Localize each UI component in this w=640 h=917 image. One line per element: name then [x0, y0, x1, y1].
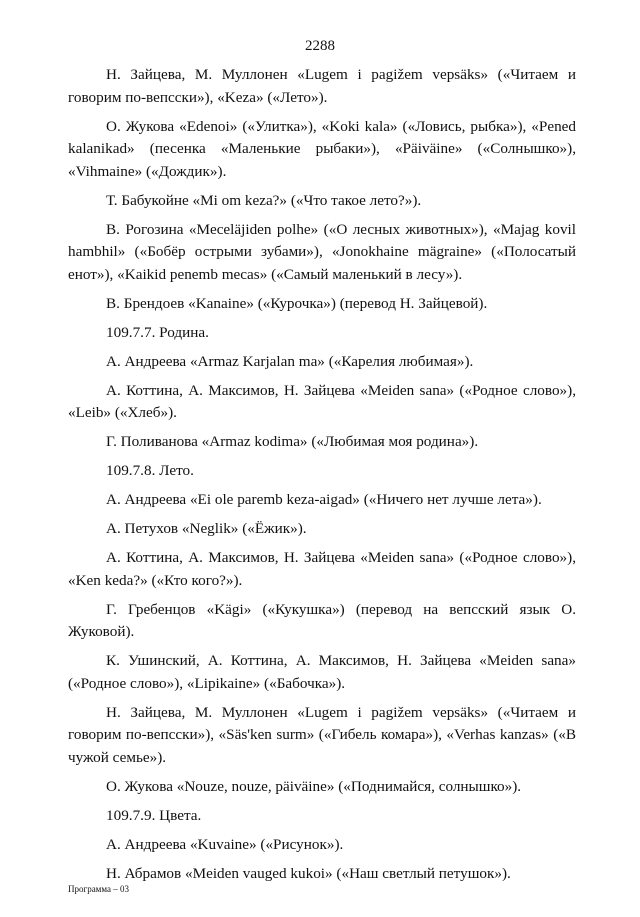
- section-heading: 109.7.9. Цвета.: [106, 806, 202, 824]
- page-number: 2288: [305, 38, 335, 54]
- paragraph: Г. Гребенцов «Kägi» («Кукушка») (перевод на вепсский язык О. Жуковой).: [68, 600, 576, 640]
- page-footer: Программа – 03: [68, 884, 130, 894]
- paragraph: В. Брендоев «Kanaine» («Курочка») (перевод Н. Зайцевой).: [106, 294, 488, 312]
- paragraph: О. Жукова «Nouze, nouze, päiväine» («Поднимайся, солнышко»).: [106, 777, 522, 795]
- paragraph: В. Рогозина «Meceläjiden polhe» («О лесных животных»), «Majag kovil hambhil» («Бобёр острыми зубами»), «Jonokhaine mägraine» («Полосатый енот»), «Kaikid penemb mecas» («Самый маленький в лесу»).: [68, 220, 576, 283]
- paragraph: А. Коттина, А. Максимов, Н. Зайцева «Meiden sana» («Родное слово»), «Leib» («Хлеб»).: [68, 381, 576, 421]
- paragraph: Н. Абрамов «Meiden vauged kukoi» («Наш светлый петушок»).: [106, 864, 511, 882]
- document-body: [68, 64, 576, 892]
- paragraph: Т. Бабукойне «Mi om keza?» («Что такое лето?»).: [106, 191, 422, 209]
- paragraph: К. Ушинский, А. Коттина, А. Максимов, Н. Зайцева «Meiden sana» («Родное слово»), «Lipikaine» («Бабочка»).: [68, 652, 576, 692]
- paragraph: Н. Зайцева, М. Муллонен «Lugem i pagižem vepsäks» («Читаем и говорим по-вепсски»), «Säs'ken surm» («Гибель комара»), «Verhas kanzas» («В чужой семье»).: [68, 703, 576, 766]
- paragraph: Г. Поливанова «Armaz kodima» («Любимая моя родина»).: [106, 433, 479, 450]
- paragraph: А. Андреева «Kuvaine» («Рисунок»).: [106, 835, 344, 853]
- section-heading: 109.7.7. Родина.: [106, 323, 209, 341]
- paragraph: Н. Зайцева, М. Муллонен «Lugem i pagižem vepsäks» («Читаем и говорим по-вепсски»), «Keza» («Лето»).: [68, 66, 576, 106]
- paragraph: А. Андреева «Armaz Karjalan ma» («Карелия любимая»).: [106, 352, 474, 370]
- paragraph: А. Андреева «Ei ole paremb keza-aigad» («Ничего нет лучше лета»).: [106, 491, 542, 508]
- section-heading: 109.7.8. Лето.: [106, 462, 194, 479]
- paragraph: О. Жукова «Edenoi» («Улитка»), «Koki kala» («Ловись, рыбка»), «Pened kalanikad» (песенка «Маленькие рыбаки»), «Päiväine» («Солнышко»), «Vihmaine» («Дождик»).: [68, 117, 576, 180]
- paragraph: А. Петухов «Neglik» («Ёжик»).: [106, 520, 307, 537]
- paragraph: А. Коттина, А. Максимов, Н. Зайцева «Meiden sana» («Родное слово»), «Ken keda?» («Кто кого?»).: [68, 549, 576, 589]
